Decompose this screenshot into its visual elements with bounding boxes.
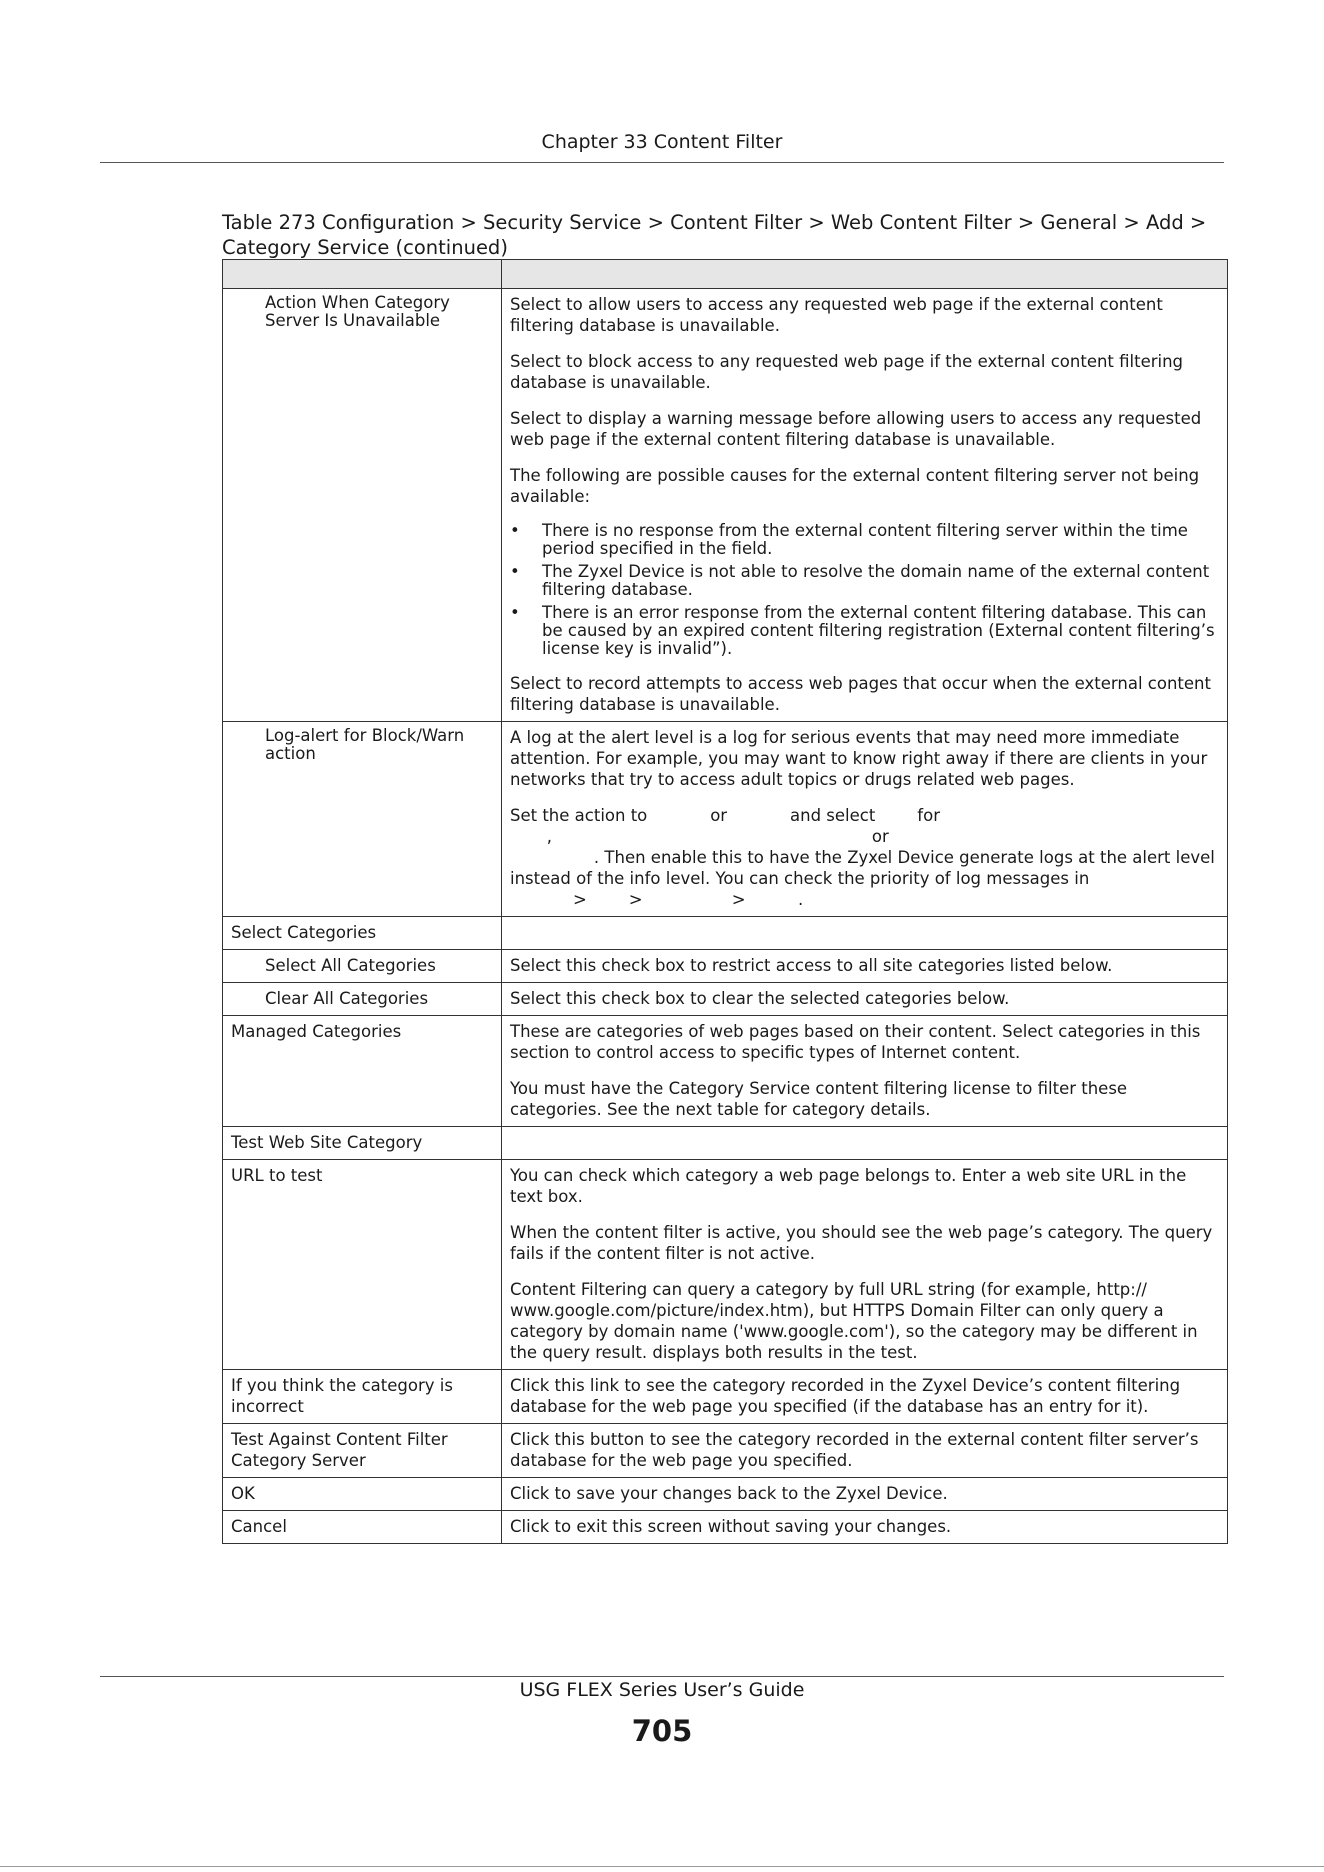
guide-title: USG FLEX Series User’s Guide xyxy=(519,1679,805,1701)
row-label: Select Categories xyxy=(223,917,502,950)
table-header-row xyxy=(223,260,1228,289)
table-row xyxy=(223,1016,1228,1127)
row-label: OK xyxy=(223,1478,502,1511)
description-line: > > > . xyxy=(510,890,804,909)
description-paragraph: You can check which category a web page belongs to. Enter a web site URL in the text box. xyxy=(510,1166,1187,1206)
row-description xyxy=(502,289,1228,722)
table-caption: Table 273 Configuration > Security Service > Content Filter > Web Content Filter > General > Add > Category Service (continued) xyxy=(222,211,1207,259)
footer-divider xyxy=(100,1676,1224,1677)
description-paragraph: A log at the alert level is a log for serious events that may need more immediate attention. For example, you may want to know right away if there are clients in your networks that try to access adult topics or drugs related web pages. xyxy=(510,728,1208,789)
row-description: Click this button to see the category recorded in the external content filter server’s database for the web page you specified. xyxy=(502,1424,1228,1478)
table-row xyxy=(223,950,1228,983)
row-label: Managed Categories xyxy=(223,1016,502,1127)
table-row xyxy=(223,917,1228,950)
table-row xyxy=(223,722,1228,917)
row-label: If you think the category is incorrect xyxy=(223,1370,502,1424)
description-paragraph: You must have the Category Service content filtering license to filter these categories. See the next table for category details. xyxy=(510,1079,1128,1119)
table-row xyxy=(223,1478,1228,1511)
table-row xyxy=(223,983,1228,1016)
row-description xyxy=(502,1127,1228,1160)
row-label: Clear All Categories xyxy=(223,983,502,1016)
header-cell-description xyxy=(502,260,1228,289)
page-number: 705 xyxy=(631,1714,693,1748)
description-paragraph: Select to display a warning message before allowing users to access any requested web page if the external content filtering database is unavailable. xyxy=(510,409,1202,449)
chapter-title: Chapter 33 Content Filter xyxy=(541,131,783,153)
table-row xyxy=(223,1160,1228,1370)
row-description xyxy=(502,1016,1228,1127)
description-paragraph: Select to allow users to access any requested web page if the external content filtering database is unavailable. xyxy=(510,295,1163,335)
row-description: Click this link to see the category recorded in the Zyxel Device’s content filtering database for the web page you specified (if the database has an entry for it). xyxy=(502,1370,1228,1424)
list-item: • There is no response from the external content filtering server within the time period specified in the field. xyxy=(510,522,1219,558)
description-paragraph: Select to record attempts to access web pages that occur when the external content filtering database is unavailable. xyxy=(510,674,1211,714)
cause-list xyxy=(510,522,1219,658)
row-label: Cancel xyxy=(223,1511,502,1544)
row-label: URL to test xyxy=(223,1160,502,1370)
description-paragraph: These are categories of web pages based on their content. Select categories in this section to control access to specific types of Internet content. xyxy=(510,1022,1201,1062)
description-paragraph: The following are possible causes for the external content filtering server not being available: xyxy=(510,466,1200,506)
settings-table xyxy=(222,259,1228,1544)
row-description: Select this check box to restrict access to all site categories listed below. xyxy=(502,950,1228,983)
row-label: Action When Category Server Is Unavailable xyxy=(223,289,502,722)
description-paragraph: When the content filter is active, you should see the web page’s category. The query fails if the content filter is not active. xyxy=(510,1223,1213,1263)
description-line: , or xyxy=(510,827,889,846)
row-description: Click to exit this screen without saving your changes. xyxy=(502,1511,1228,1544)
row-description xyxy=(502,917,1228,950)
row-label: Log-alert for Block/Warn action xyxy=(223,722,502,917)
row-label: Test Web Site Category xyxy=(223,1127,502,1160)
row-description xyxy=(502,722,1228,917)
table-row xyxy=(223,289,1228,722)
table-row xyxy=(223,1511,1228,1544)
header-divider xyxy=(100,162,1224,163)
list-item: • There is an error response from the external content filtering database. This can be caused by an expired content filtering registration (External content filtering’s license key is invalid”). xyxy=(510,604,1219,658)
row-description xyxy=(502,1160,1228,1370)
row-description: Click to save your changes back to the Zyxel Device. xyxy=(502,1478,1228,1511)
table-row xyxy=(223,1370,1228,1424)
description-line: . Then enable this to have the Zyxel Device generate logs at the alert level instead of the info level. You can check the priority of log messages in xyxy=(510,848,1221,888)
description-line: Set the action to or and select for xyxy=(510,806,940,825)
description-paragraph: Select to block access to any requested web page if the external content filtering database is unavailable. xyxy=(510,352,1184,392)
list-item: • The Zyxel Device is not able to resolve the domain name of the external content filtering database. xyxy=(510,563,1219,599)
row-label: Select All Categories xyxy=(223,950,502,983)
table-row xyxy=(223,1424,1228,1478)
header-cell-label xyxy=(223,260,502,289)
row-label: Test Against Content Filter Category Server xyxy=(223,1424,502,1478)
bottom-edge-line xyxy=(0,1866,1324,1867)
table-row xyxy=(223,1127,1228,1160)
row-description: Select this check box to clear the selected categories below. xyxy=(502,983,1228,1016)
description-paragraph: Content Filtering can query a category by full URL string (for example, http:// www.google.com/picture/index.htm), but HTTPS Domain Filter can only query a category by domain name ('www.google.com'), so the category may be different in the query result. displays both results in the test. xyxy=(510,1280,1198,1362)
